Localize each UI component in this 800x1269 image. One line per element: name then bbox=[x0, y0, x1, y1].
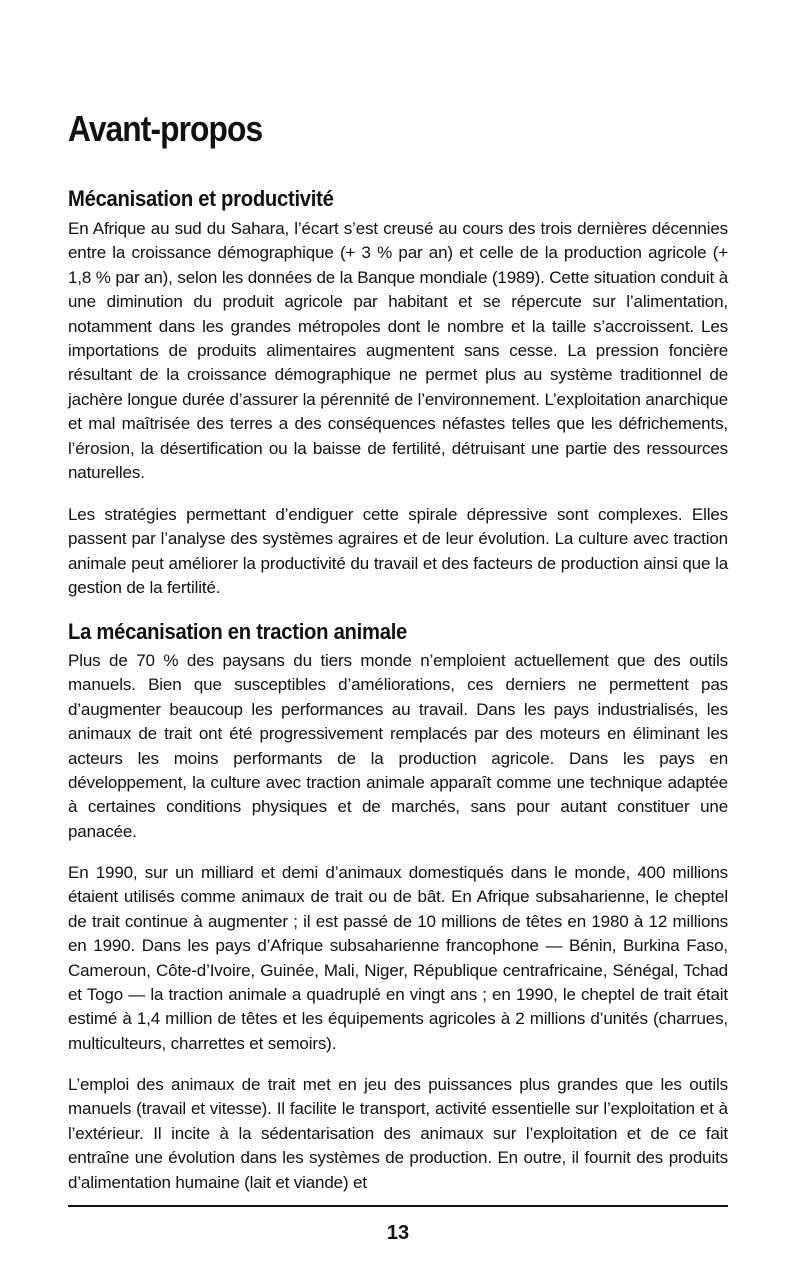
body-paragraph: En Afrique au sud du Sahara, l’écart s’est creusé au cours des trois dernières décennies entre la croissance démographique (+ 3 % par an) et celle de la production agricole (+ 1,8 % par an), selon les données de la Banque mondiale (1989). Cette situation conduit à une diminution du produit agricole par habitant et se répercute sur l’alimentation, notamment dans les grandes métropoles dont le nombre et la taille s’accroissent. Les importations de produits alimentaires augmentent sans cesse. La pression foncière résultant de la croissance démographique ne permet plus au système traditionnel de jachère longue durée d’assurer la pérennité de l’environnement. L’exploitation anarchique et mal maîtrisée des terres a des conséquences néfastes telles que les défrichements, l’érosion, la désertification ou la baisse de fertilité, détruisant une partie des ressources naturelles. bbox=[68, 219, 728, 483]
section-heading-traction-animale: La mécanisation en traction animale bbox=[68, 619, 408, 644]
body-paragraph: L’emploi des animaux de trait met en jeu des puissances plus grandes que les outils manuels (travail et vitesse). Il facilite le transport, activité essentielle sur l’exploitation et à l’extérieur. Il incite à la sédentarisation des animaux sur l’exploitation et de ce fait entraîne une évolution dans les systèmes de production. En outre, il fournit des produits d’alimentation humaine (lait et viande) et bbox=[68, 1075, 728, 1192]
body-paragraph: En 1990, sur un milliard et demi d’animaux domestiqués dans le monde, 400 millions étaient utilisés comme animaux de trait ou de bât. En Afrique subsaharienne, le cheptel de trait continue à augmenter ; il est passé de 10 millions de têtes en 1980 à 12 millions en 1990. Dans les pays d’Afrique subsaharienne francophone — Bénin, Burkina Faso, Cameroun, Côte-d’Ivoire, Guinée, Mali, Niger, République centrafricaine, Sénégal, Tchad et Togo — la traction animale a quadruplé en vingt ans ; en 1990, le cheptel de trait était estimé à 1,4 million de têtes et les équipements agricoles à 2 millions d’unités (charrues, multiculteurs, charrettes et semoirs). bbox=[68, 863, 728, 1053]
section-heading-mecanisation-productivite: Mécanisation et productivité bbox=[68, 186, 334, 211]
page-title: Avant-propos bbox=[68, 108, 263, 149]
footer-rule bbox=[68, 1205, 728, 1207]
body-paragraph: Plus de 70 % des paysans du tiers monde n’emploient actuellement que des outils manuels. Bien que susceptibles d’améliorations, ces derniers ne permettent pas d’augmenter beaucoup les performances au travail. Dans les pays industrialisés, les animaux de trait ont été progressivement remplacés par des moteurs en éliminant les acteurs les moins performants de la production agricole. Dans les pays en développement, la culture avec traction animale apparaît comme une technique adaptée à certaines conditions physiques et de marchés, sans pour autant constituer une panacée. bbox=[68, 651, 728, 841]
page-number: 13 bbox=[386, 1222, 410, 1244]
body-paragraph: Les stratégies permettant d’endiguer cette spirale dépressive sont complexes. Elles passent par l’analyse des systèmes agraires et de leur évolution. La culture avec traction animale peut améliorer la productivité du travail et des facteurs de production ainsi que la gestion de la fertilité. bbox=[68, 505, 728, 598]
